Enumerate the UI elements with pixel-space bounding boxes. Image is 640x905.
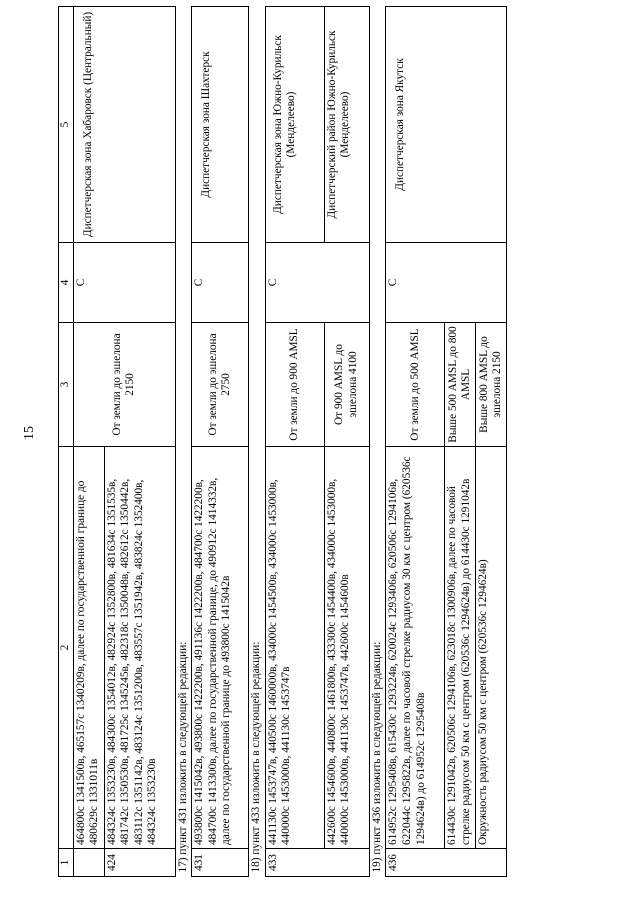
zone-cell: Диспетчерская зона Якутск bbox=[386, 7, 507, 243]
limits-cell: Выше 500 AMSL до 800 AMSL bbox=[445, 323, 476, 447]
table-row bbox=[73, 7, 104, 877]
row-number: 424 bbox=[104, 849, 175, 877]
class-cell: C bbox=[386, 243, 507, 323]
page-number: 15 bbox=[22, 426, 37, 440]
header-cell: 1 bbox=[59, 849, 74, 877]
row-number: 431 bbox=[192, 849, 249, 877]
header-cell: 4 bbox=[59, 243, 74, 323]
table-row bbox=[192, 7, 249, 877]
limits-cell: От 900 AMSL до эшелона 4100 bbox=[324, 323, 369, 447]
limits-cell: От земли до эшелона 2750 bbox=[192, 323, 249, 447]
table-row bbox=[386, 7, 445, 877]
table-row bbox=[265, 7, 324, 877]
coords-cell: 614430с 1291042в, 620506с 1294106в, 623018с 1300906в, далее по часовой стрелке радиусом 50 км с центром (620536с 1294624в) до 614430с 1291042в bbox=[445, 447, 476, 849]
row-number: 433 bbox=[265, 849, 369, 877]
row-number: 436 bbox=[386, 849, 507, 877]
table-row bbox=[324, 7, 369, 877]
instruction-text: 19) пункт 436 изложить в следующей редакции: bbox=[369, 7, 386, 877]
class-cell: C bbox=[265, 243, 369, 323]
coords-cell: 493800с 1415042в, 493800с 1422200в, 491136с 1422200в, 484700с 1422200в, 484700с 1413300в, далее по государственной границе, до 490912с 1414332в, далее по государственной границе до 493800с 1415042в bbox=[192, 447, 249, 849]
limits-cell: От земли до 500 AMSL bbox=[386, 323, 445, 447]
header-cell: 5 bbox=[59, 7, 74, 243]
zone-cell: Диспетчерская зона Южно-Курильск (Менделеево) bbox=[265, 7, 324, 243]
coords-cell: 442600с 1454600в, 440800с 1461800в, 433300с 1454400в, 434000с 1453000в, 440000с 1453000в, 441130с 1453747в, 442600с 1454600в bbox=[324, 447, 369, 849]
rotated-table-area bbox=[58, 7, 504, 877]
instruction-text: 17) пункт 431 изложить в следующей редакции: bbox=[175, 7, 192, 877]
coords-cell: 464800с 1341500в, 465157с 1340209в, далее по государственной границе до 480629с 1331011в bbox=[73, 447, 104, 849]
instruction-row bbox=[249, 7, 266, 877]
coords-cell: 484324с 1353230в, 484300с 1354012в, 482924с 1352800в, 481634с 1351535в, 481742с 1350530в, 481725с 1345245в, 482318с 1350048в, 482612с 1350442в, 483112с 1351142в, 483124с 1351200в, 483557с 1351942в, 483824с 1352400в, 484324с 1353230в bbox=[104, 447, 175, 849]
zone-cell: Диспетчерский район Южно-Курильск (Менделеево) bbox=[324, 7, 369, 243]
zone-cell: Диспетчерская зона Хабаровск (Центральный) bbox=[73, 7, 175, 243]
table-header-row bbox=[59, 7, 74, 877]
zone-cell: Диспетчерская зона Шахтерск bbox=[192, 7, 249, 243]
class-cell: C bbox=[73, 243, 175, 323]
airspace-table bbox=[58, 6, 507, 877]
coords-cell: 614952с 1295408в, 615430с 1293224в, 620024с 1293406в, 620506с 1294106в, 622044с 1295822в, далее по часовой стрелке радиусом 30 км с центром (620536с 1294624в) до 614952с 1295408в bbox=[386, 447, 445, 849]
instruction-text: 18) пункт 433 изложить в следующей редакции: bbox=[249, 7, 266, 877]
limits-cell: От земли до эшелона 2150 bbox=[73, 323, 175, 447]
limits-cell: Выше 800 AMSL до эшелона 2150 bbox=[476, 323, 507, 447]
header-cell: 2 bbox=[59, 447, 74, 849]
class-cell: C bbox=[192, 243, 249, 323]
coords-cell: 441130с 1453747в, 440500с 1460000в, 434000с 1454500в, 434000с 1453000в, 440000с 1453000в, 441130с 1453747в bbox=[265, 447, 324, 849]
coords-cell: Окружность радиусом 50 км с центром (620536с 1294624в) bbox=[476, 447, 507, 849]
instruction-row bbox=[369, 7, 386, 877]
instruction-row bbox=[175, 7, 192, 877]
header-cell: 3 bbox=[59, 323, 74, 447]
limits-cell: От земли до 900 AMSL bbox=[265, 323, 324, 447]
